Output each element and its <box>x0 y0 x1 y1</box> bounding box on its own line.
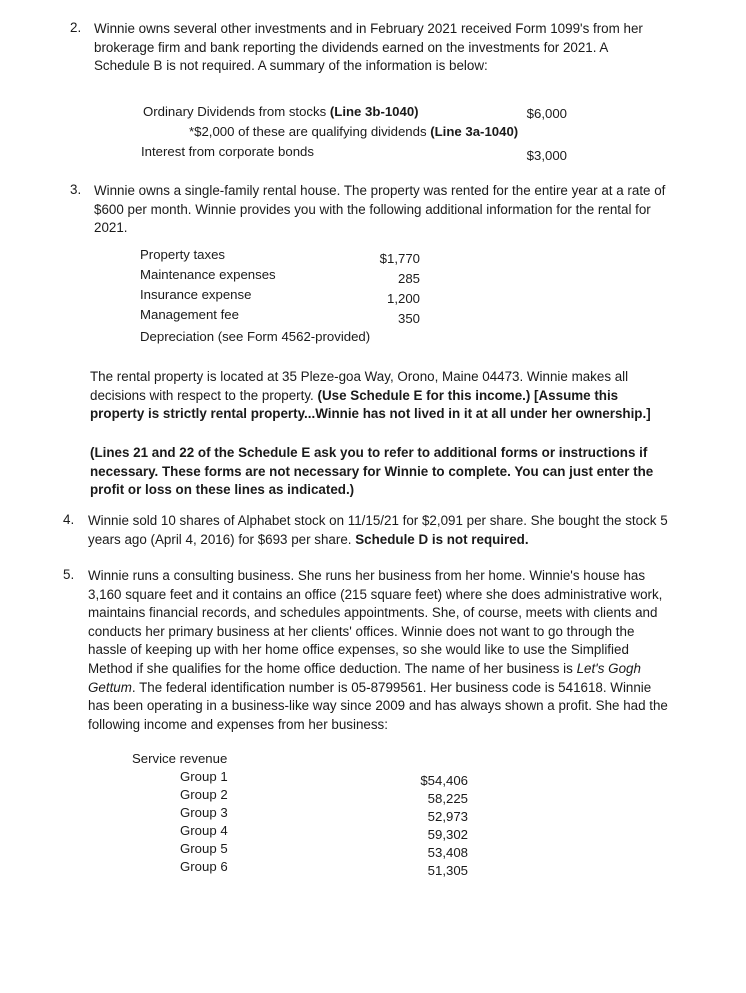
expense-label-management: Management fee <box>140 307 239 322</box>
schedule-e-lines-note: (Lines 21 and 22 of the Schedule E ask you to refer to additional forms or instructions if necessary. These forms are not necessary for Winnie to complete. You can just enter the profit or loss on these lines as indicated.) <box>90 445 654 498</box>
rental-location-text: The rental property is located at 35 Pleze-goa Way, Orono, Maine 04473. Winnie makes all decisions with respect to the property. <box>90 369 629 403</box>
service-revenue-label: Service revenue <box>132 751 228 766</box>
group-6-value: 51,305 <box>427 863 468 878</box>
item-2-text: Winnie owns several other investments and in February 2021 received Form 1099's from her brokerage firm and bank reporting the dividends earned on the investments for 2021. A Schedule B is not required. A summary of the information is below: <box>94 21 643 74</box>
rental-location-paragraph <box>90 368 665 424</box>
group-3-label: Group 3 <box>180 805 228 820</box>
group-3-value: 52,973 <box>427 809 468 824</box>
item-3-text: Winnie owns a single-family rental house. The property was rented for the entire year at a rate of $600 per month. Winnie provides you with the following additional information for the rental for 2021. <box>94 183 666 236</box>
item-4-number: 4. <box>63 512 75 527</box>
group-5-label: Group 5 <box>180 841 228 856</box>
group-5-value: 53,408 <box>427 845 468 860</box>
interest-label: Interest from corporate bonds <box>141 144 314 159</box>
group-2-label: Group 2 <box>180 787 228 802</box>
item-4-bold: Schedule D is not required. <box>355 531 529 547</box>
expense-label-insurance: Insurance expense <box>140 287 252 302</box>
group-4-label: Group 4 <box>180 823 228 838</box>
group-4-value: 59,302 <box>427 827 468 842</box>
item-4-paragraph <box>88 512 668 549</box>
item-4-text: Winnie sold 10 shares of Alphabet stock on 11/15/21 for $2,091 per share. She bought the stock 5 years ago (April 4, 2016) for $693 per share. <box>88 513 668 547</box>
expense-value-insurance: 1,200 <box>386 291 420 306</box>
group-6-label: Group 6 <box>180 859 228 874</box>
qualifying-dividends-label: *$2,000 of these are qualifying dividends <box>189 124 431 139</box>
business-name: Let's Gogh Gettum <box>88 660 641 695</box>
ordinary-dividends-ref: (Line 3b-1040) <box>329 104 419 119</box>
group-1-label: Group 1 <box>180 769 228 784</box>
expense-value-management: 350 <box>397 311 420 326</box>
expense-label-maintenance: Maintenance expenses <box>140 267 276 282</box>
expense-value-property-taxes: $1,770 <box>379 251 420 266</box>
expense-label-depreciation: Depreciation (see Form 4562-provided) <box>140 329 371 344</box>
item-5-text-a: Winnie runs a consulting business. She runs her business from her home. Winnie's house has 3,160 square feet and it contains an office (215 square feet) where she does administrative work, maintains financial records, and schedules appointments. She, of course, meets with clients and conducts her primary business at her clients' offices. Winnie does not want to go through the hassle of keeping up with her home office expenses, so she would like to use the Simplified Method if she qualifies for the home office deduction. The name of her business is <box>88 568 663 676</box>
item-5-text-b: . The federal identification number is 05-8799561. Her business code is 541618. Winnie has been operating in a business-like way since 2009 and has always shown a profit. She had the following income and expenses from her business: <box>88 679 668 732</box>
expense-value-maintenance: 285 <box>397 271 420 286</box>
group-2-value: 58,225 <box>427 791 468 806</box>
qualifying-dividends-ref: (Line 3a-1040) <box>430 124 519 139</box>
item-3-number: 3. <box>70 182 82 197</box>
ordinary-dividends-row <box>143 104 419 119</box>
qualifying-dividends-row <box>189 124 518 139</box>
item-2-number: 2. <box>70 20 82 35</box>
item-5-paragraph <box>88 567 668 734</box>
ordinary-dividends-value: $6,000 <box>526 106 567 121</box>
group-1-value: $54,406 <box>420 773 468 788</box>
expense-label-property-taxes: Property taxes <box>140 247 226 262</box>
interest-value: $3,000 <box>526 148 567 163</box>
ordinary-dividends-label: Ordinary Dividends from stocks <box>143 104 330 119</box>
rental-location-bold: (Use Schedule E for this income.) [Assume this property is strictly rental property...Winnie has not lived in it at all under her ownership.] <box>90 387 651 422</box>
item-5-number: 5. <box>63 567 75 582</box>
